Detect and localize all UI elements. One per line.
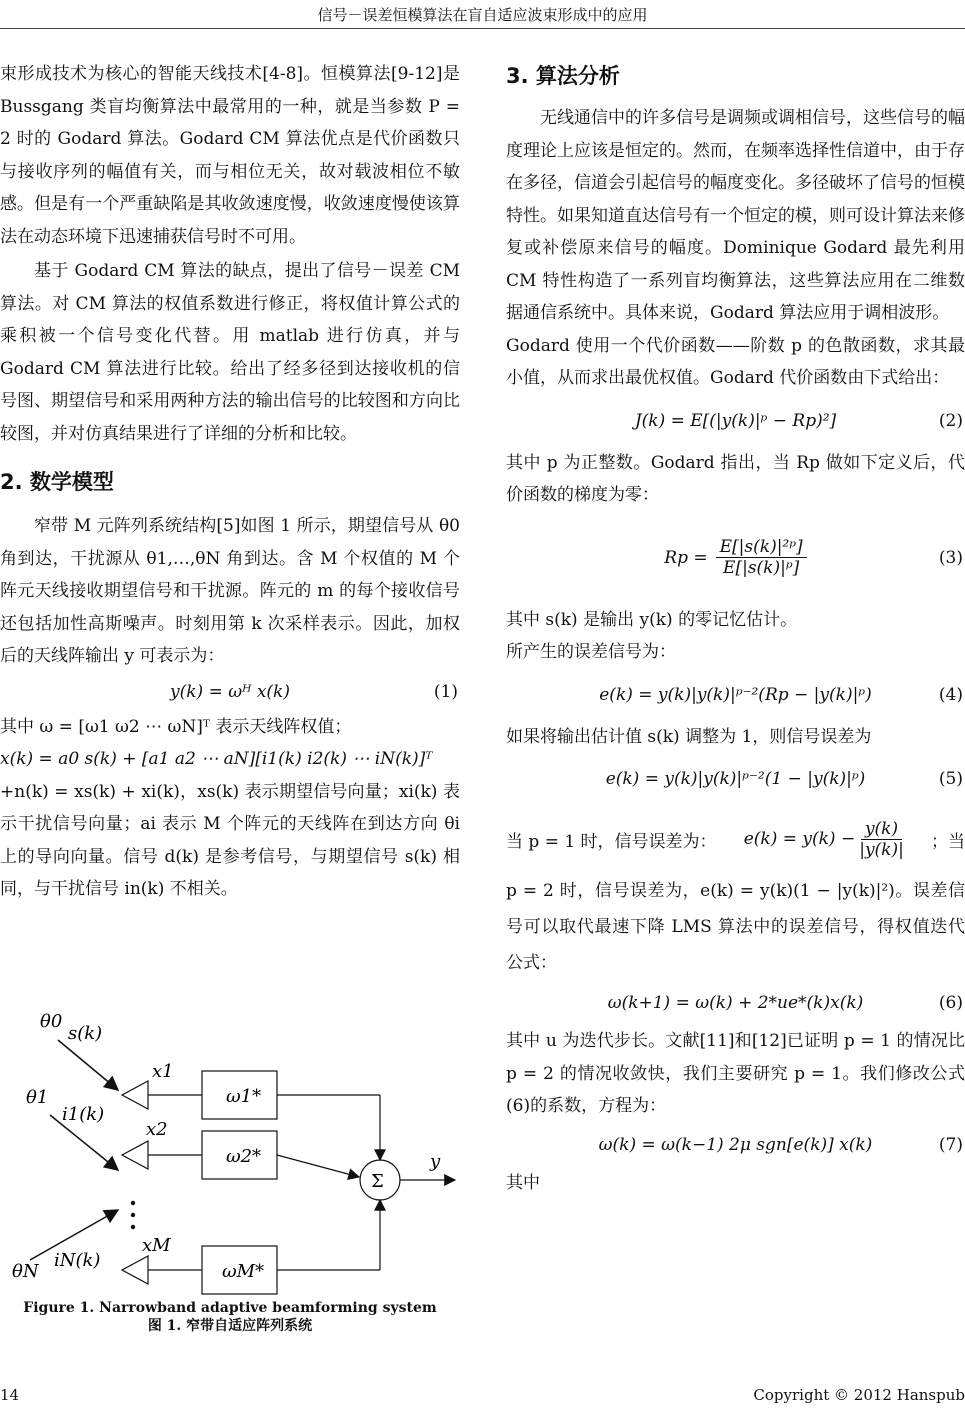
equation-1-body: y(k) = ωᴴ x(k) [170,681,290,702]
section-heading-3: 3. 算法分析 [506,64,620,88]
label-x1: x1 [152,1061,174,1082]
right-paragraph-7b: ；当 [931,831,965,852]
beamforming-diagram [0,995,460,1295]
equation-4 [506,669,965,721]
equation-2-number: (2) [938,410,963,431]
right-paragraph-7 [506,805,965,873]
label-x2: x2 [146,1119,168,1140]
figure-caption-cn: 图 1. 窄带自适应阵列系统 [147,1318,313,1334]
equation-6-body: ω(k+1) = ω(k) + 2*ue*(k)x(k) [607,993,864,1013]
equation-6 [506,981,965,1025]
p1-error-fraction [859,819,904,860]
left-paragraph-2: 基于 Godard CM 算法的缺点，提出了信号－误差 CM 算法。对 CM 算法的权值系数进行修正，将权值计算公式的乘积被一个信号变化代替。用 matlab 进行仿真，并与 Godard CM 算法进行比较。给出了经多径到达接收机的信号图、期望信号和采用两种方法的输出信号的比较图和方向比较图，并对仿真结果进行了详细的分析和比较。 [0,261,460,444]
signal-arrow-0 [58,1040,118,1090]
equation-2 [506,395,965,447]
left-paragraph-3: 窄带 M 元阵列系统结构[5]如图 1 所示，期望信号从 θ0 角到达，干扰源从 θ1,…,θN 角到达。含 M 个权值的 M 个阵元天线接收期望信号和干扰源。阵元的 m 的每个接收信号还包括加性高斯噪声。时刻用第 k 次采样表示。因此，加权后的天线阵输出 y 可表示为： [0,516,460,666]
right-paragraph-10: 其中 [506,1172,540,1193]
p1-error-lhs: e(k) = y(k) − [743,829,856,849]
equation-1-number: (1) [433,681,458,702]
right-paragraph-8: p = 2 时，信号误差为，e(k) = y(k)(1 − |y(k)|²)。误差信号可以取代最速下降 LMS 算法中的误差信号，得权值迭代公式： [506,881,965,973]
label-theta0: θ0 [40,1011,63,1032]
left-paragraph-4b: x(k) = a0 s(k) + [a1 a2 ⋯ aN][i1(k) i2(k) ⋯ iN(k)]ᵀ [0,749,433,769]
equation-5-body: e(k) = y(k)|y(k)|ᵖ⁻²(1 − |y(k)|ᵖ) [605,769,866,789]
right-paragraph-2: Godard 使用一个代价函数——阶数 p 的色散函数，求其最小值，从而求出最优权值。Godard 代价函数由下式给出： [506,335,965,388]
antenna-m [122,1256,148,1284]
label-theta1: θ1 [26,1087,49,1108]
right-paragraph-7a: 当 p = 1 时，信号误差为： [506,831,717,852]
right-paragraph-3: 其中 p 为正整数。Godard 指出，当 Rp 做如下定义后，代价函数的梯度为零： [506,452,965,505]
label-thetaN: θN [12,1261,39,1282]
right-paragraph-9: 其中 u 为迭代步长。文献[11]和[12]已证明 p = 1 的情况比 p = 2 的情况收敛快，我们主要研究 p = 1。我们修改公式(6)的系数，方程为： [506,1031,965,1116]
right-paragraph-5: 所产生的误差信号为： [506,642,676,662]
right-paragraph-4: 其中 s(k) 是输出 y(k) 的零记忆估计。 [506,609,798,630]
page-number: 14 [0,1386,20,1404]
equation-7-body: ω(k) = ω(k−1) 2μ sgn[e(k)] x(k) [598,1134,873,1155]
running-header: 信号－误差恒模算法在盲自适应波束形成中的应用 [317,6,648,24]
section-heading-2: 2. 数学模型 [0,470,114,494]
equation-2-body: J(k) = E[(|y(k)|ᵖ − Rp)²] [634,410,837,431]
left-paragraph-4a: 其中 ω = [ω1 ω2 ⋯ ωN]ᵀ 表示天线阵权值； [0,716,352,737]
equation-3-numerator: E[|s(k)|²ᵖ] [716,537,807,558]
label-sigma: Σ [371,1171,384,1192]
equation-4-number: (4) [938,684,963,705]
equation-3-number: (3) [938,547,963,568]
right-paragraph-6: 如果将输出估计值 s(k) 调整为 1，则信号误差为 [506,726,872,747]
equation-7 [506,1123,965,1167]
equation-5-number: (5) [938,769,963,789]
p1-error-numerator: y(k) [861,819,902,840]
label-wM: ωM* [222,1261,265,1282]
label-w2: ω2* [226,1146,262,1167]
equation-5 [506,753,965,805]
equation-7-number: (7) [938,1134,963,1155]
p1-error-denominator: |y(k)| [859,839,904,860]
header-rule [0,28,965,29]
equation-4-body: e(k) = y(k)|y(k)|ᵖ⁻²(Rp − |y(k)|ᵖ) [599,684,872,705]
equation-6-number: (6) [938,993,963,1013]
right-paragraph-1: 无线通信中的许多信号是调频或调相信号，这些信号的幅度理论上应该是恒定的。然而，在频率选择性信道中，由于存在多径，信道会引起信号的幅度变化。多径破坏了信号的恒模特性。如果知道直达信号有一个恒定的模，则可设计算法来修复或补偿原来信号的幅度。Dominique Godard 最先利用 CM 特性构造了一系列盲均衡算法，这些算法应用在二维数据通信系统中。具体来说，Godard 算法应用于调相波形。 [506,108,965,323]
equation-3 [506,512,965,604]
figure-1 [0,995,460,1334]
label-w1: ω1* [226,1086,262,1107]
equation-3-lhs: Rp = [664,547,708,568]
right-column [506,58,965,1199]
antenna-2 [122,1141,148,1169]
label-i1k: i1(k) [62,1104,105,1125]
copyright: Copyright © 2012 Hanspub [753,1386,965,1404]
left-paragraph-4c: +n(k) = xs(k) + xi(k)，xs(k) 表示期望信号向量；xi(k) 表示干扰信号向量；ai 表示 M 个阵元的天线阵在到达方向 θi 上的导向向量。信号 d(k) 是参考信号，与期望信号 s(k) 相同，与干扰信号 in(k) 不相关。 [0,781,460,899]
label-iNk: iN(k) [54,1250,101,1271]
figure-caption-en: Figure 1. Narrowband adaptive beamforming system [23,1300,437,1316]
label-xM: xM [142,1235,171,1256]
equation-1 [0,673,460,711]
label-sk: s(k) [68,1023,103,1044]
equation-3-fraction [716,537,807,578]
left-paragraph-1: 束形成技术为核心的智能天线技术[4-8]。恒模算法[9-12]是 Bussgang 类盲均衡算法中最常用的一种，就是当参数 P = 2 时的 Godard 算法。Godard CM 算法优点是代价函数只与接收序列的幅值有关，而与相位无关，故对载波相位不敏感。但是有一个严重缺陷是其收敛速度慢，收敛速度慢使该算法在动态环境下迅速捕获信号时不可用。 [0,64,460,247]
label-y: y [430,1151,441,1172]
left-column [0,58,460,906]
antenna-1 [122,1081,148,1109]
equation-3-denominator: E[|s(k)|ᵖ] [723,558,800,578]
p1-error-equation [744,819,904,860]
